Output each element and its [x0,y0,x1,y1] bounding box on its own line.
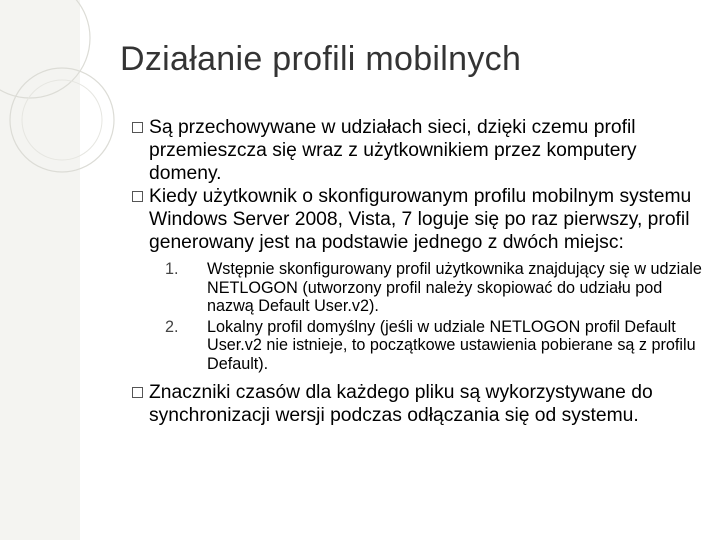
bullet-text: Są przechowywane w udziałach sieci, dzięki czemu profil przemieszcza się wraz z użytkownikiem przez komputery domeny. [149,117,637,184]
item-number: 1. [165,260,179,278]
side-strip [0,0,80,540]
slide-title: Działanie profili mobilnych [120,40,522,78]
numbered-list [149,260,707,373]
numbered-item [149,260,707,316]
item-text: Wstępnie skonfigurowany profil użytkownika znajdujący się w udziale NETLOGON (utworzony profil należy skopiować do udziału pod nazwą Default User.v2). [207,260,702,315]
square-bullet-icon [132,191,143,202]
bullet-item [132,381,707,427]
bullet-item [132,116,707,185]
bullet-text: Kiedy użytkownik o skonfigurowanym profilu mobilnym systemu Windows Server 2008, Vista, 7 loguje się po raz pierwszy, profil generowany jest na podstawie jednego z dwóch miejsc: [149,186,692,253]
bullet-text: Znaczniki czasów dla każdego pliku są wykorzystywane do synchronizacji wersji podczas odłączania się od systemu. [149,382,653,426]
square-bullet-icon [132,387,143,398]
item-text: Lokalny profil domyślny (jeśli w udziale NETLOGON profil Default User.v2 nie istnieje, to początkowe ustawienia pobierane są z profilu Default). [207,317,696,373]
square-bullet-icon [132,122,143,133]
bullet-item [132,185,707,373]
numbered-item [149,318,707,374]
item-number: 2. [165,317,179,336]
slide-body [132,116,707,427]
